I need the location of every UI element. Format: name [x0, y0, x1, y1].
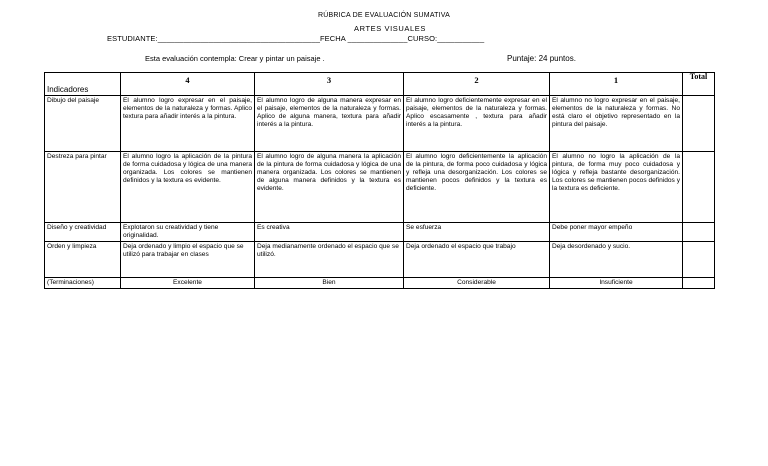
indicator-cell: Orden y limpieza: [45, 242, 121, 278]
indicator-cell: Dibujo del paisaje: [45, 96, 121, 152]
student-info-line: ESTUDIANTE:______________________________________FECHA ______________CURSO:___________: [107, 34, 485, 43]
criterion-cell: Deja medianamente ordenado el espacio que se utilizó.: [255, 242, 404, 278]
rubric-table: [44, 72, 715, 289]
total-cell: [683, 96, 715, 152]
criterion-cell: Es creativa: [255, 223, 404, 242]
criterion-cell: El alumno logro de alguna manera la aplicación de la pintura de forma cuidadosa y lógica de una manera organizada. Los colores se mantienen de alguna manera definidos y la textura es evidente.: [255, 152, 404, 223]
criterion-cell: El alumno no logro expresar en el paisaje, elementos de la naturaleza y formas. No está claro el objetivo representado en la pintura del paisaje.: [550, 96, 683, 152]
total-cell: [683, 223, 715, 242]
column-header-4: 4: [121, 73, 255, 96]
rating-cell: Considerable: [404, 278, 550, 289]
indicator-cell: (Terminaciones): [45, 278, 121, 289]
evaluation-description: Esta evaluación contempla: Crear y pintar un paisaje .: [145, 54, 325, 63]
criterion-cell: El alumno logro deficientemente la aplicación de la pintura, de forma poco cuidadosa y lógica y refleja una desorganización. Los colores se mantienen pocos definidos y la textura es deficiente.: [404, 152, 550, 223]
table-row: [45, 96, 715, 152]
indicator-cell: Destreza para pintar: [45, 152, 121, 223]
table-row: [45, 242, 715, 278]
total-cell: [683, 278, 715, 289]
criterion-cell: Deja desordenado y sucio.: [550, 242, 683, 278]
total-cell: [683, 152, 715, 223]
criterion-cell: El alumno logro expresar en el paisaje, elementos de la naturaleza y formas. Aplico textura para añadir interés a la pintura.: [121, 96, 255, 152]
criterion-cell: El alumno logro de alguna manera expresar en el paisaje, elementos de la naturaleza y formas. Aplico de alguna manera, textura para añadir interés a la pintura.: [255, 96, 404, 152]
rating-cell: Bien: [255, 278, 404, 289]
table-row: [45, 152, 715, 223]
total-cell: [683, 242, 715, 278]
criterion-cell: Se esfuerza: [404, 223, 550, 242]
criterion-cell: Deja ordenado el espacio que trabajo: [404, 242, 550, 278]
column-header-2: 2: [404, 73, 550, 96]
criterion-cell: El alumno no logro la aplicación de la pintura, de forma muy poco cuidadosa y lógica y refleja bastante desorganización. Los colores se mantienen pocos definidos y la textura es deficiente.: [550, 152, 683, 223]
criterion-cell: El alumno logro deficientemente expresar en el paisaje, elementos de la naturaleza y formas. Aplico escasamente , textura para añadir interés a la pintura.: [404, 96, 550, 152]
table-row: [45, 278, 715, 289]
rating-cell: Excelente: [121, 278, 255, 289]
rating-cell: Insuficiente: [550, 278, 683, 289]
score-label: Puntaje: 24 puntos.: [507, 54, 576, 63]
criterion-cell: El alumno logro la aplicación de la pintura de forma cuidadosa y lógica de una manera organizada. Los colores se mantienen definidos y la textura es evidente.: [121, 152, 255, 223]
indicator-cell: Diseño y creatividad: [45, 223, 121, 242]
criterion-cell: Deja ordenado y limpio el espacio que se utilizó para trabajar en clases: [121, 242, 255, 278]
column-header-1: 1: [550, 73, 683, 96]
table-row: [45, 223, 715, 242]
rubric-title: RÚBRICA DE EVALUACIÓN SUMATIVA: [317, 12, 451, 19]
subject-title: ARTES VISUALES: [353, 24, 427, 33]
column-header-3: 3: [255, 73, 404, 96]
column-header-indicators: Indicadores: [45, 73, 121, 96]
table-header-row: [45, 73, 715, 96]
criterion-cell: Explotaron su creatividad y tiene originalidad.: [121, 223, 255, 242]
column-header-total: Total: [683, 73, 715, 96]
criterion-cell: Debe poner mayor empeño: [550, 223, 683, 242]
